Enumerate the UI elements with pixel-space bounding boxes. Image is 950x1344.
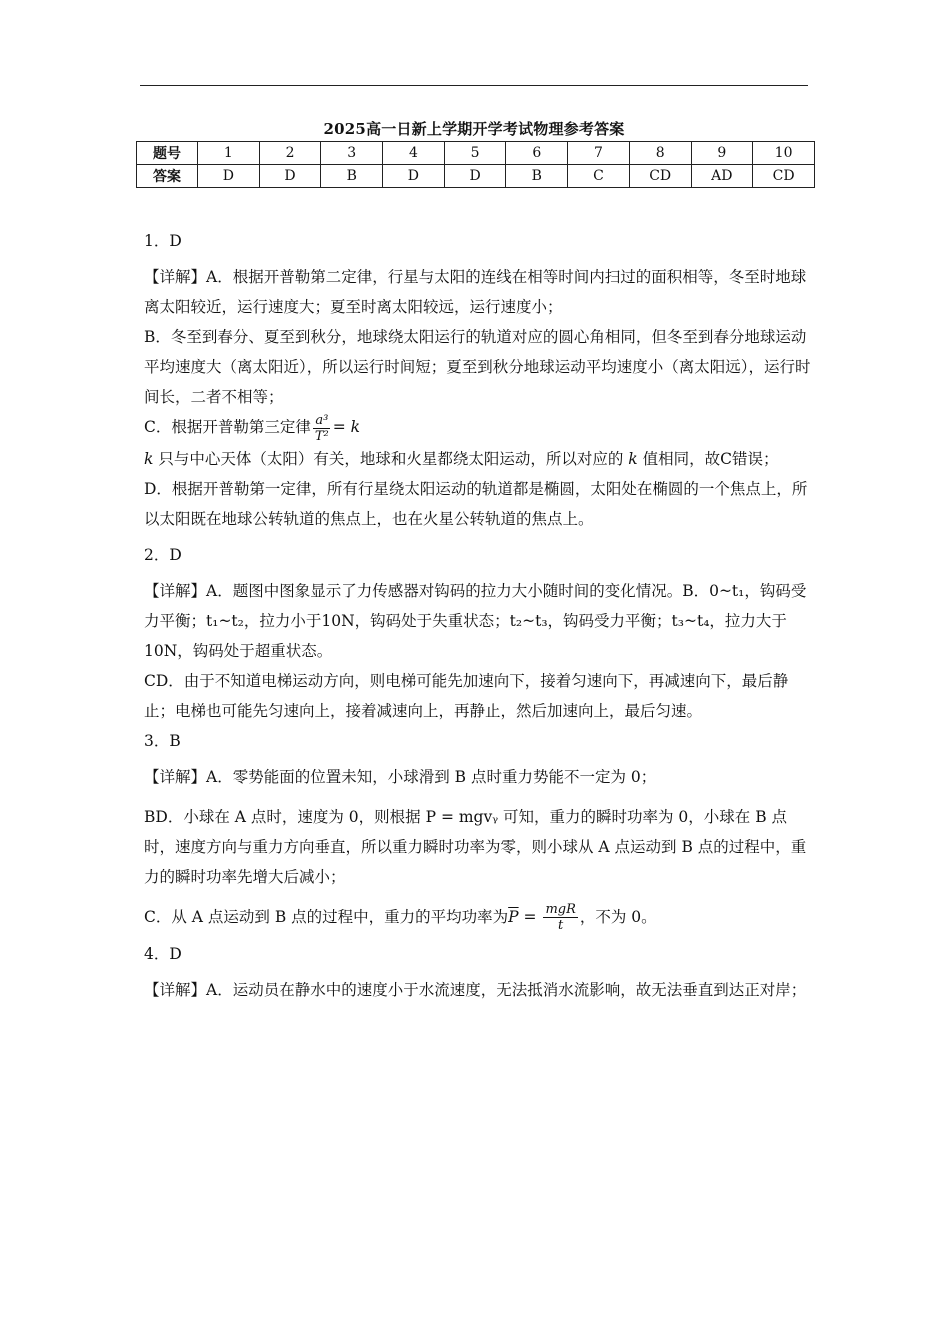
answer-cell: D (259, 165, 321, 188)
q1-explanation-b: B．冬至到春分、夏至到秋分，地球绕太阳运行的轨道对应的圆心角相同，但冬至到春分地球运动平均速度大（离太阳近），所以运行时间短；夏至到秋分地球运动平均速度小（离太阳远），运行时间长，二者不相等； (144, 328, 811, 406)
answer-table-row-answers (137, 165, 815, 188)
fraction-numerator: a³ (315, 412, 329, 428)
q1-c-text: C．根据开普勒第三定律 (144, 418, 311, 436)
question-number: 8 (629, 142, 691, 165)
question-number: 5 (444, 142, 506, 165)
q1-heading: 1．D (144, 232, 182, 250)
answer-table-row-numbers (137, 142, 815, 165)
q2-heading: 2．D (144, 545, 182, 564)
q4-explanation-a: 【详解】A．运动员在静水中的速度小于水流速度，无法抵消水流影响，故无法垂直到达正对岸； (144, 981, 807, 999)
q1-explanation-c (144, 412, 812, 444)
page-title: 2025高一日新上学期开学考试物理参考答案 (323, 120, 625, 138)
row-label-number: 题号 (137, 142, 198, 165)
q3-c-text: C．从 A 点运动到 B 点的过程中，重力的平均功率为 (144, 907, 509, 926)
question-number: 3 (321, 142, 383, 165)
answer-cell: AD (691, 165, 753, 188)
q2-explanation-cd: CD．由于不知道电梯运动方向，则电梯可能先加速向下，接着匀速向下，再减速向下，最后静止；电梯也可能先匀速向上，接着减速向上，再静止，然后加速向上，最后匀速。 (144, 671, 789, 720)
header-rule (140, 85, 808, 86)
question-number: 9 (691, 142, 753, 165)
kepler-third-law-fraction (313, 413, 331, 444)
q3-explanation-c (144, 902, 812, 934)
q3-explanation-a: 【详解】A．零势能面的位置未知，小球滑到 B 点时重力势能不一定为 0； (144, 767, 657, 786)
q1-k-text: 只与中心天体（太阳）有关，地球和火星都绕太阳运动，所以对应的 (153, 449, 629, 468)
question-number: 4 (383, 142, 445, 165)
answer-cell: D (444, 165, 506, 188)
answer-cell: C (568, 165, 630, 188)
k-symbol: k (144, 449, 154, 468)
question-number: 2 (259, 142, 321, 165)
fraction-denominator: T² (314, 428, 329, 444)
row-label-answer: 答案 (137, 165, 198, 188)
q2-explanation-a: 【详解】A．题图中图象显示了力传感器对钩码的拉力大小随时间的变化情况。B．0~t₁，钩码受力平衡；t₁~t₂，拉力小于10N，钩码处于失重状态；t₂~t₃，钩码受力平衡；t₃~t₄，拉力大于10N，钩码处于超重状态。 (144, 581, 807, 660)
answer-explanations (144, 226, 812, 1005)
answer-cell: B (321, 165, 383, 188)
answer-cell: CD (629, 165, 691, 188)
equals-sign: = (518, 907, 542, 926)
average-power-fraction (543, 902, 577, 933)
fraction-denominator: t (558, 918, 564, 933)
q3-heading: 3．B (144, 731, 181, 750)
answer-table (136, 141, 815, 188)
question-number: 10 (753, 142, 815, 165)
q1-k-text-tail: 值相同，故C错误； (637, 449, 779, 468)
answer-cell: D (383, 165, 445, 188)
answer-cell: D (198, 165, 260, 188)
fraction-numerator: mgR (545, 902, 576, 917)
answer-cell: CD (753, 165, 815, 188)
question-number: 7 (568, 142, 630, 165)
answer-cell: B (506, 165, 568, 188)
question-number: 6 (506, 142, 568, 165)
q4-heading: 4．D (144, 945, 182, 963)
q3-c-tail: ，不为 0。 (579, 907, 657, 926)
k-symbol: k (628, 449, 638, 468)
q3-explanation-bd: BD．小球在 A 点时，速度为 0，则根据 P = mgvᵧ 可知，重力的瞬时功率为 0，小球在 B 点时，速度方向与重力方向垂直，所以重力瞬时功率为零，则小球从 A 点运动到 B 点的过程中，重力的瞬时功率先增大后减小； (144, 807, 807, 886)
q1-explanation-k (144, 444, 812, 474)
q1-c-equals-k: = k (332, 418, 361, 436)
question-number: 1 (198, 142, 260, 165)
average-power-symbol: $\overline{P}$ (508, 907, 519, 926)
q1-explanation-d: D．根据开普勒第一定律，所有行星绕太阳运动的轨道都是椭圆，太阳处在椭圆的一个焦点上，所以太阳既在地球公转轨道的焦点上，也在火星公转轨道的焦点上。 (144, 479, 808, 528)
q1-explanation-a: 【详解】A．根据开普勒第二定律，行星与太阳的连线在相等时间内扫过的面积相等，冬至时地球离太阳较近，运行速度大；夏至时离太阳较远，运行速度小； (144, 268, 807, 316)
